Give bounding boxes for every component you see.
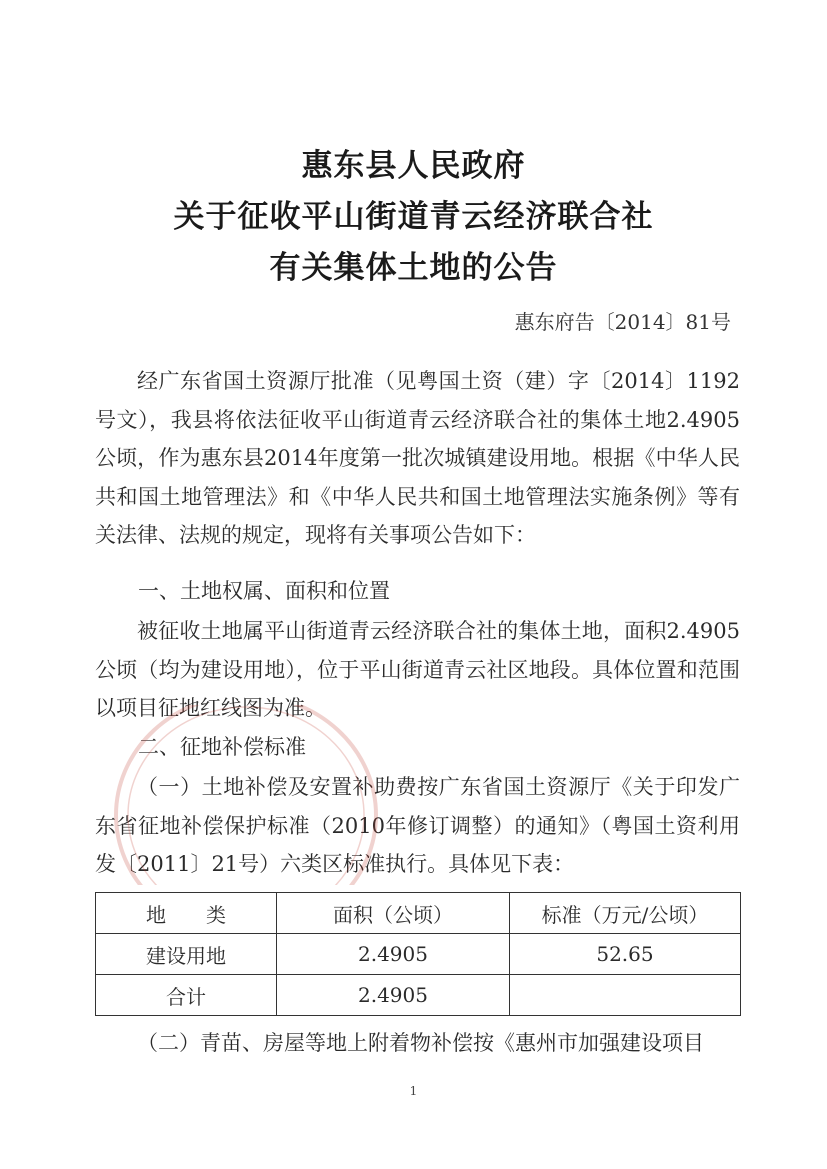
section-heading-2: 二、征地补偿标准: [138, 735, 306, 759]
table-header-cell: 地 类: [96, 893, 277, 934]
title-line-3: 有关集体土地的公告: [269, 250, 558, 286]
paragraph-compensation-1: （一）土地补偿及安置补助费按广东省国土资源厅《关于印发广东省征地补偿保护标准（2010年修订调整）的通知》（粤国土资利用发〔2011〕21号）六类区标准执行。具体见下表：: [95, 775, 740, 876]
table-row: [96, 975, 741, 1016]
table-row: [96, 934, 741, 975]
section-heading-1: 一、土地权属、面积和位置: [138, 579, 390, 603]
title-line-2: 关于征收平山街道青云经济联合社: [173, 199, 654, 235]
table-header-row: [96, 893, 741, 934]
paragraph-compensation-2: （二）青苗、房屋等地上附着物补偿按《惠州市加强建设项目: [137, 1031, 704, 1055]
document-number: 惠东府告〔2014〕81号: [514, 310, 731, 334]
compensation-table: [95, 892, 741, 1016]
page-number: 1: [409, 1084, 418, 1098]
table-cell: 建设用地: [96, 934, 277, 975]
table-cell: 2.4905: [277, 934, 510, 975]
table-header-cell: 面积（公顷）: [277, 893, 510, 934]
title-line-1: 惠东县人民政府: [301, 148, 526, 184]
paragraph-intro: 经广东省国土资源厅批准（见粤国土资（建）字〔2014〕1192号文），我县将依法征收平山街道青云经济联合社的集体土地2.4905公顷，作为惠东县2014年度第一批次城镇建设用地。根据《中华人民共和国土地管理法》和《中华人民共和国土地管理法实施条例》等有关法律、法规的规定，现将有关事项公告如下：: [95, 369, 740, 547]
table-cell: 52.65: [510, 934, 741, 975]
table-cell: 合计: [96, 975, 277, 1016]
table-cell: 2.4905: [277, 975, 510, 1016]
table-cell: [510, 975, 741, 1016]
paragraph-land-ownership: 被征收土地属平山街道青云经济联合社的集体土地，面积2.4905公顷（均为建设用地），位于平山街道青云社区地段。具体位置和范围以项目征地红线图为准。: [95, 619, 740, 720]
table-header-cell: 标准（万元/公顷）: [510, 893, 741, 934]
